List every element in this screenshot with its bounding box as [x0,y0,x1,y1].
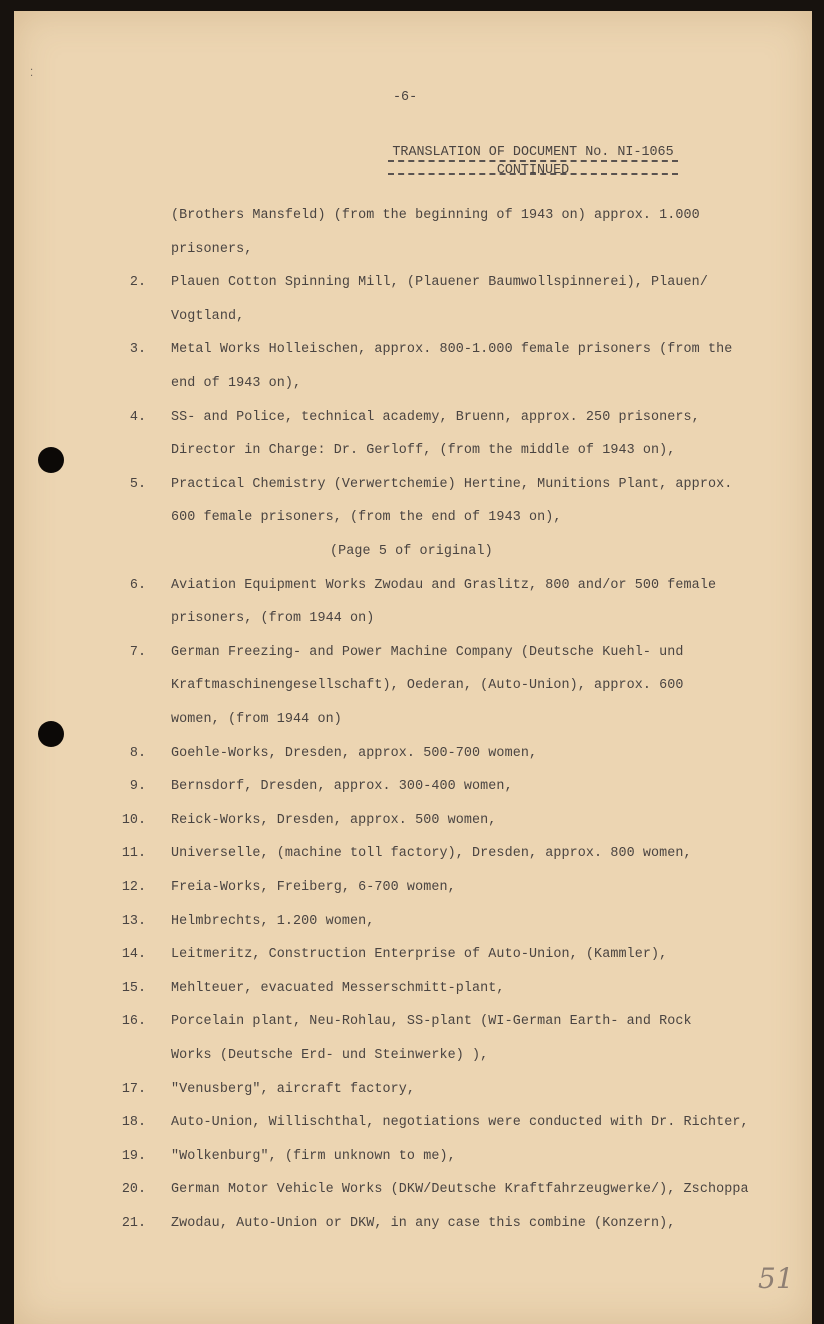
list-item-text: Kraftmaschinengesellschaft), Oederan, (Auto-Union), approx. 600 [171,678,684,694]
list-item-text: end of 1943 on), [171,376,302,391]
list-item-text: German Motor Vehicle Works (DKW/Deutsche Kraftfahrzeugwerke/), Zschoppa [171,1182,749,1198]
header-underline-2 [388,173,678,175]
list-item-text: Reick-Works, Dresden, approx. 500 women, [171,812,497,828]
list-item-number: 17. [121,1081,146,1097]
header-title: TRANSLATION OF DOCUMENT No. NI-1065 [392,145,674,160]
list-item-text: 600 female prisoners, (from the end of 1943 on), [171,510,562,526]
intro-line: prisoners, [171,241,253,257]
list-item-number: 12. [121,880,146,895]
list-item-text: Zwodau, Auto-Union or DKW, in any case this combine (Konzern), [171,1216,676,1231]
list-item-number: 7. [129,644,146,660]
list-item-text: Practical Chemistry (Verwertchemie) Hertine, Munitions Plant, approx. [171,476,733,492]
list-item-number: 5. [129,476,146,492]
list-item-text: Bernsdorf, Dresden, approx. 300-400 women, [171,779,513,795]
list-item-text: Universelle, (machine toll factory), Dresden, approx. 800 women, [171,846,692,862]
intro-line: (Brothers Mansfeld) (from the beginning of 1943 on) approx. 1.000 [171,208,700,223]
list-item-number: 21. [121,1216,146,1231]
list-item-number: 2. [129,275,146,291]
punch-hole-top [38,447,64,473]
list-item-text: women, (from 1944 on) [171,712,342,727]
list-item-number: 10. [121,812,146,828]
list-item-number: 13. [121,913,146,929]
list-item-number: 14. [121,947,146,963]
list-item-text: Porcelain plant, Neu-Rohlau, SS-plant (WI-German Earth- and Rock [171,1014,692,1030]
list-item-text: Mehlteuer, evacuated Messerschmitt-plant, [171,980,505,996]
list-item-number: 9. [129,779,146,795]
list-item-number: 6. [129,577,146,593]
list-item-text: Helmbrechts, 1.200 women, [171,913,375,929]
list-item-number: 20. [121,1182,146,1198]
list-item-text: Metal Works Holleischen, approx. 800-1.000 female prisoners (from the [171,342,733,358]
list-item-text: Works (Deutsche Erd- und Steinwerke) ), [171,1048,489,1063]
list-item-text: Plauen Cotton Spinning Mill, (Plauener Baumwollspinnerei), Plauen/ [171,275,708,291]
list-item-number: 3. [129,342,146,358]
list-item-number: 18. [121,1115,146,1131]
header-underline-1 [388,160,678,162]
list-item-text: Goehle-Works, Dresden, approx. 500-700 women, [171,745,538,761]
list-item-number: 11. [121,846,146,862]
list-item-number: 16. [121,1014,146,1030]
list-item-text: Freia-Works, Freiberg, 6-700 women, [171,880,456,895]
list-item-text: German Freezing- and Power Machine Company (Deutsche Kuehl- und [171,644,684,660]
list-item-text: Director in Charge: Dr. Gerloff, (from the middle of 1943 on), [171,443,676,459]
list-item-number: 4. [129,409,146,425]
handwritten-page-note: 51 [758,1262,794,1295]
list-item-number: 19. [121,1148,146,1164]
list-item-text: "Wolkenburg", (firm unknown to me), [171,1148,456,1164]
page-reference-note: (Page 5 of original) [330,544,493,559]
list-item-text: prisoners, (from 1944 on) [171,611,375,627]
list-item-text: "Venusberg", aircraft factory, [171,1081,416,1097]
header-subtitle: CONTINUED [496,163,570,178]
page-number: -6- [393,90,418,105]
list-item-text: SS- and Police, technical academy, Bruenn, approx. 250 prisoners, [171,409,700,425]
margin-marks: ⁚ [30,69,34,80]
list-item-text: Auto-Union, Willischthal, negotiations were conducted with Dr. Richter, [171,1115,749,1131]
list-item-number: 15. [121,980,146,996]
punch-hole-bottom [38,721,64,747]
list-item-text: Vogtland, [171,308,245,324]
list-item-text: Aviation Equipment Works Zwodau and Graslitz, 800 and/or 500 female [171,577,717,593]
list-item-text: Leitmeritz, Construction Enterprise of Auto-Union, (Kammler), [171,947,668,963]
list-item-number: 8. [129,745,146,761]
